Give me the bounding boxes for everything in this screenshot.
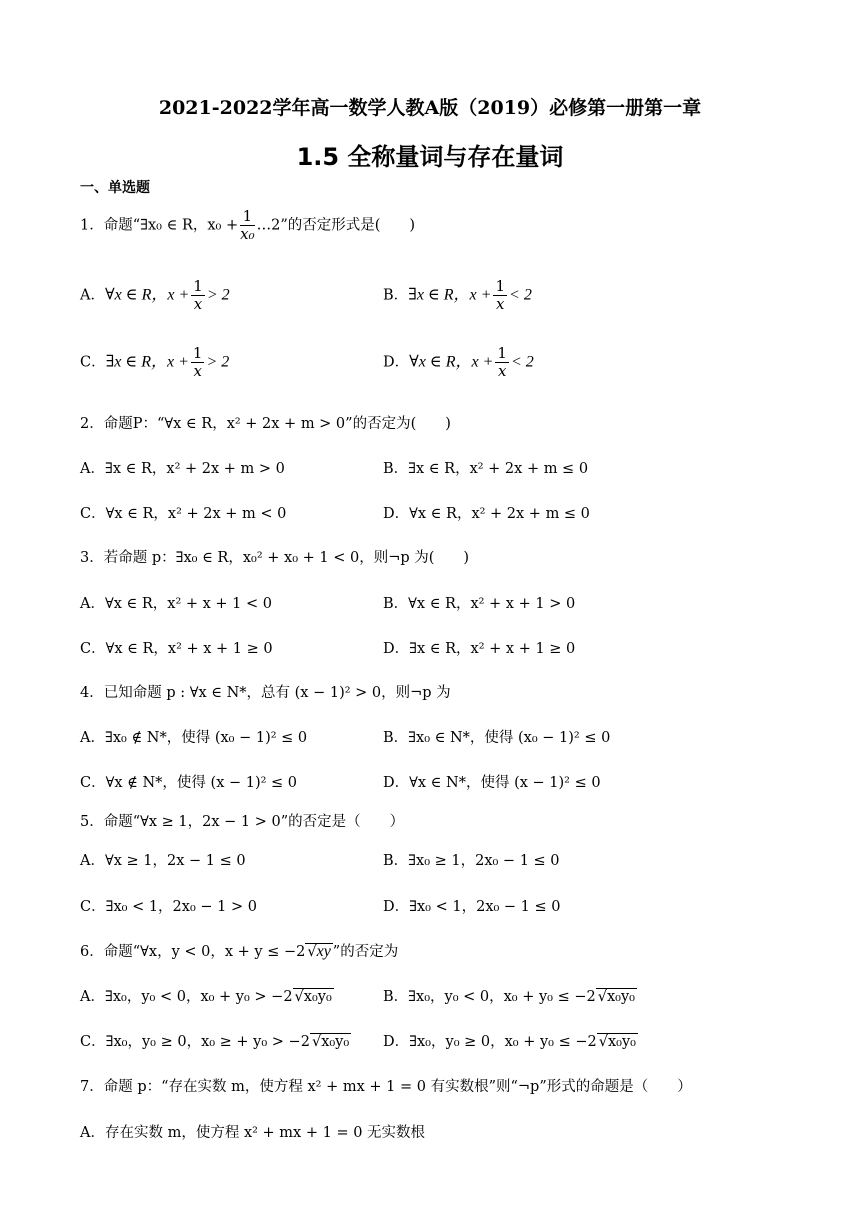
option-letter: C．: [80, 1034, 106, 1050]
fraction-denominator: x: [193, 295, 203, 313]
question-6-stem: [80, 940, 398, 961]
fraction-numerator: 1: [193, 277, 203, 295]
question-2-option-b: [383, 457, 588, 478]
option-letter: D．: [383, 641, 410, 657]
option-sqrt: √x₀y₀: [598, 1034, 636, 1050]
option-letter: B．: [383, 853, 409, 869]
question-3-option-d: [383, 637, 575, 658]
question-6-stem-post: ”的否定为: [332, 944, 399, 960]
option-letter: C．: [80, 775, 106, 791]
question-4-option-d: [383, 771, 601, 792]
option-text: ∃x₀，y₀ ≥ 0，x₀ + y₀ ≤ −2: [409, 1034, 597, 1050]
fraction-numerator: 1: [495, 277, 506, 295]
question-1-option-a: [80, 278, 230, 313]
sqrt-radicand: x₀y₀: [303, 989, 332, 1005]
option-text: ∃x₀ ∉ N*，使得 (x₀ − 1)² ≤ 0: [104, 730, 308, 746]
option-sqrt: √x₀y₀: [311, 1034, 350, 1050]
section-heading: 一、单选题: [80, 180, 150, 196]
option-letter: B．: [383, 461, 409, 477]
option-letter: D．: [383, 1034, 410, 1050]
option-text: ∀x ∈ R，x² + x + 1 ≥ 0: [105, 641, 273, 657]
option-letter: C．: [80, 354, 106, 371]
option-letter: B．: [383, 596, 409, 612]
question-1-stem-pre: 1．命题“∃x₀ ∈ R，x₀ +: [80, 217, 239, 234]
fraction-numerator: 1: [497, 344, 507, 362]
option-sqrt: √x₀y₀: [597, 989, 635, 1005]
option-text: ∃x₀ ≥ 1，2x₀ − 1 ≤ 0: [408, 853, 560, 869]
question-6-option-c: [80, 1030, 351, 1051]
question-6-sqrt: √xy: [307, 943, 331, 960]
question-4-option-b: [383, 726, 610, 747]
question-5-option-a: [80, 849, 246, 870]
option-math-post: < 2: [509, 286, 532, 304]
sqrt-radicand: x₀y₀: [607, 1034, 636, 1050]
option-text: ∃x₀ ∈ N*，使得 (x₀ − 1)² ≤ 0: [408, 730, 611, 746]
question-1-stem-post: …2”的否定形式是( ): [256, 217, 416, 234]
option-text: ∃x ∈ R，x² + 2x + m > 0: [104, 461, 285, 477]
fraction-denominator: x: [496, 295, 505, 313]
option-letter: B．: [383, 730, 409, 746]
option-fraction: [191, 345, 205, 380]
option-letter: D．: [383, 506, 410, 522]
option-math-pre: ∀x ∈ R，x +: [104, 286, 190, 304]
option-letter: D．: [383, 899, 410, 915]
option-text: ∃x₀，y₀ < 0，x₀ + y₀ ≤ −2: [408, 989, 596, 1005]
option-fraction: [493, 278, 507, 313]
question-3-option-b: [383, 592, 575, 613]
question-2-option-c: [80, 502, 286, 523]
option-text: ∀x ∈ N*，使得 (x − 1)² ≤ 0: [409, 775, 601, 791]
question-6-stem-pre: 6．命题“∀x，y < 0，x + y ≤ −2: [80, 944, 306, 960]
option-text: ∃x ∈ R，x² + x + 1 ≥ 0: [409, 641, 576, 657]
question-5-option-d: [383, 895, 561, 916]
option-text: ∀x ∈ R，x² + x + 1 > 0: [408, 596, 576, 612]
sqrt-radicand: x₀y₀: [321, 1034, 350, 1050]
option-letter: A．: [80, 730, 105, 746]
question-5-option-b: [383, 849, 560, 870]
option-letter: A．: [80, 853, 105, 869]
option-text: ∃x₀ < 1，2x₀ − 1 > 0: [105, 899, 257, 915]
document-title: 2021-2022学年高一数学人教A版（2019）必修第一册第一章: [158, 97, 702, 119]
option-letter: A．: [80, 461, 105, 477]
fraction-denominator: x: [497, 362, 507, 380]
option-letter: A．: [80, 1125, 105, 1141]
document-subtitle: 1.5 全称量词与存在量词: [296, 143, 564, 171]
option-text: ∀x ∈ R，x² + 2x + m < 0: [105, 506, 287, 522]
option-letter: B．: [383, 287, 409, 304]
fraction-denominator: x₀: [240, 225, 255, 243]
option-math-post: > 2: [206, 353, 230, 371]
sqrt-radicand: xy: [316, 943, 331, 960]
option-math-pre: ∃x ∈ R，x +: [408, 286, 492, 304]
option-text: ∀x ∉ N*，使得 (x − 1)² ≤ 0: [105, 775, 298, 791]
question-5-stem: 5．命题“∀x ≥ 1，2x − 1 > 0”的否定是（ ）: [80, 814, 405, 830]
question-5-option-c: [80, 895, 257, 916]
question-3-stem: 3．若命题 p：∃x₀ ∈ R，x₀² + x₀ + 1 < 0，则¬p 为( ): [80, 550, 470, 566]
option-letter: C．: [80, 899, 106, 915]
option-letter: A．: [80, 596, 105, 612]
option-math-pre: ∀x ∈ R，x +: [409, 353, 494, 371]
question-2-stem: 2．命题P：“∀x ∈ R，x² + 2x + m > 0”的否定为( ): [80, 416, 451, 432]
question-4-option-a: [80, 726, 307, 747]
option-sqrt: √x₀y₀: [294, 989, 332, 1005]
question-6-option-d: [383, 1030, 638, 1051]
option-text: ∃x ∈ R，x² + 2x + m ≤ 0: [408, 461, 589, 477]
option-letter: A．: [80, 287, 105, 304]
option-text: ∀x ∈ R，x² + 2x + m ≤ 0: [409, 506, 590, 522]
option-math-post: > 2: [206, 286, 230, 304]
option-letter: B．: [383, 989, 409, 1005]
question-3-option-a: [80, 592, 272, 613]
option-fraction: [495, 345, 509, 380]
option-fraction: [191, 278, 205, 313]
question-1-option-d: [383, 345, 534, 380]
fraction-numerator: 1: [192, 344, 203, 362]
question-1-option-c: [80, 345, 229, 380]
question-7-stem: 7．命题 p：“存在实数 m，使方程 x² + mx + 1 = 0 有实数根”则“¬p”形式的命题是（ ）: [80, 1079, 692, 1095]
fraction-denominator: x: [193, 362, 202, 380]
option-letter: D．: [383, 354, 410, 371]
option-text: 存在实数 m，使方程 x² + mx + 1 = 0 无实数根: [104, 1125, 426, 1141]
question-3-option-c: [80, 637, 273, 658]
question-2-option-d: [383, 502, 590, 523]
question-1-option-b: [383, 278, 532, 313]
option-letter: D．: [383, 775, 410, 791]
question-4-stem: 4．已知命题 p : ∀x ∈ N*，总有 (x − 1)² > 0，则¬p 为: [80, 685, 451, 701]
question-6-option-a: [80, 985, 334, 1006]
option-letter: C．: [80, 641, 106, 657]
option-text: ∀x ≥ 1，2x − 1 ≤ 0: [104, 853, 246, 869]
option-text: ∀x ∈ R，x² + x + 1 < 0: [104, 596, 273, 612]
option-text: ∃x₀，y₀ < 0，x₀ + y₀ > −2: [104, 989, 293, 1005]
option-math-pre: ∃x ∈ R，x +: [105, 353, 189, 371]
question-4-option-c: [80, 771, 297, 792]
sqrt-radicand: x₀y₀: [606, 989, 635, 1005]
option-letter: A．: [80, 989, 105, 1005]
question-1-stem: [80, 208, 415, 243]
question-2-option-a: [80, 457, 285, 478]
option-text: ∃x₀，y₀ ≥ 0，x₀ ≥ + y₀ > −2: [105, 1034, 310, 1050]
option-letter: C．: [80, 506, 106, 522]
fraction-numerator: 1: [240, 208, 254, 226]
option-text: ∃x₀ < 1，2x₀ − 1 ≤ 0: [409, 899, 561, 915]
question-7-option-a: [80, 1121, 425, 1142]
question-6-option-b: [383, 985, 637, 1006]
question-1-fraction: [240, 208, 254, 243]
option-math-post: < 2: [510, 353, 534, 371]
